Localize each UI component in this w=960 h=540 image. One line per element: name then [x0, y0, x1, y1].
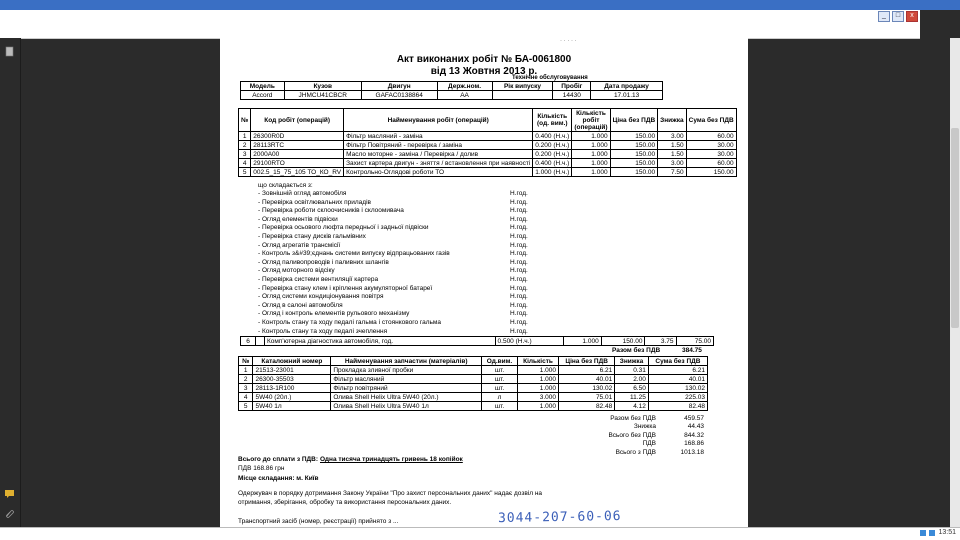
works-cell: 0.200 (Н.ч.): [533, 150, 572, 159]
sub-operation-unit: Н.год.: [510, 241, 528, 249]
parts-header-row: [239, 357, 708, 366]
works-cell: 26300R0D: [251, 132, 344, 141]
scrollbar-thumb[interactable]: [951, 128, 959, 328]
title-bar: [0, 0, 960, 10]
parts-row: [239, 393, 708, 402]
works-cell: Захист картера двигун - зняття / встановлення при наявності: [344, 159, 533, 168]
works-cell: 1.000: [564, 337, 601, 346]
parts-cell: л: [482, 393, 518, 402]
works-header-cell: Кількість (од. вим.): [533, 109, 572, 132]
sub-operation-item: - Огляд агрегатів трансмісії: [258, 241, 341, 249]
works-cell: 1.000: [572, 150, 610, 159]
works-cell: 6: [241, 337, 256, 346]
parts-cell: 5W40 1л: [253, 402, 331, 411]
parts-cell: 82.48: [559, 402, 615, 411]
works-cell: 150.00: [610, 150, 658, 159]
works-cell: 4: [239, 159, 251, 168]
works-cell: 2000A00: [251, 150, 344, 159]
works-cell: 1: [239, 132, 251, 141]
parts-cell: 21513-23001: [253, 366, 331, 375]
vehicle-header-cell: Двигун: [361, 82, 437, 91]
works-cell: 3: [239, 150, 251, 159]
vehicle-cell: 14430: [553, 91, 591, 100]
works-cell: 1.000 (Н.ч.): [533, 168, 572, 177]
sub-operation-item: - Перевірка роботи склоочисників і склоомивача: [258, 207, 404, 215]
works-cell: Фільтр масляний - заміна: [344, 132, 533, 141]
parts-cell: 6.21: [648, 366, 707, 375]
sub-operation-item: - Контроль стану та ходу педалі гальма і стоянкового гальма: [258, 319, 442, 326]
sub-operation-unit: Н.год.: [510, 301, 528, 309]
parts-cell: 0.31: [615, 366, 649, 375]
place-line: Місце складання: м. Київ: [238, 475, 319, 482]
vehicle-header-cell: Держ.ном.: [437, 82, 492, 91]
sub-operation-unit: Н.год.: [510, 224, 528, 232]
vehicle-value-row: [241, 91, 663, 100]
fax-header: · · · · ·: [560, 38, 577, 44]
works-header-cell: Кількість робіт (операцій): [572, 109, 610, 132]
parts-cell: 1.000: [517, 384, 558, 393]
parts-cell: 75.01: [559, 393, 615, 402]
sub-operation-item: - Перевірка осьового люфта передньої і задньої підвіски: [258, 224, 429, 232]
works-row: [239, 150, 737, 159]
vehicle-header-cell: Рік випуску: [492, 82, 553, 91]
sub-operation-unit: Н.год.: [510, 258, 528, 266]
sub-operation-item: - Огляд в салоні автомобіля: [258, 301, 343, 309]
vehicle-cell: GAFAC0138864: [361, 91, 437, 100]
works-cell: 002.5_15_75_105 ТО_КО_RV: [251, 168, 344, 177]
works-row: [239, 132, 737, 141]
works-total-value: 384.75: [682, 347, 702, 354]
vehicle-header-cell: Дата продажу: [591, 82, 663, 91]
works-cell: 0.400 (Н.ч.): [533, 132, 572, 141]
parts-row: [239, 366, 708, 375]
works-table: [238, 108, 737, 177]
parts-row: [239, 384, 708, 393]
parts-cell: Прокладка зливної пробки: [331, 366, 482, 375]
sub-operation-unit: Н.год.: [510, 190, 528, 197]
summary-row: [550, 449, 704, 457]
parts-header-cell: Знижка: [615, 357, 649, 366]
sub-operations-intro: що складається з:: [258, 182, 313, 189]
summary-value: 844.32: [684, 431, 704, 439]
parts-cell: Олива Shell Helix Ultra 5W40 (20л.): [331, 393, 482, 402]
parts-cell: шт.: [482, 375, 518, 384]
parts-cell: 40.01: [648, 375, 707, 384]
vertical-scrollbar[interactable]: [950, 38, 960, 528]
works-row: [239, 159, 737, 168]
stamp-number: 3044-207-60-06: [497, 508, 622, 527]
vehicle-header-row: [241, 82, 663, 91]
works-header-row: [239, 109, 737, 132]
sub-operation-unit: Н.год.: [510, 198, 528, 206]
works-cell: Фільтр Повітряний - перевірка / заміна: [344, 141, 533, 150]
parts-cell: 130.02: [648, 384, 707, 393]
works-cell: 1.50: [658, 150, 686, 159]
viewer-toolbar: [0, 10, 920, 39]
works-row: [241, 337, 714, 346]
sub-operation-item: - Зовнішній огляд автомобіля: [258, 190, 347, 197]
sub-operation-unit: Н.год.: [510, 276, 528, 283]
sub-operation-item: - Огляд і контроль елементів рульового механізму: [258, 310, 410, 318]
works-cell: 150.00: [601, 337, 645, 346]
works-cell: 1.000: [572, 168, 610, 177]
works-cell: 60.00: [686, 159, 736, 168]
sub-operation-unit: Н.год.: [510, 319, 528, 326]
summary-label: Всього з ПДВ: [615, 448, 656, 456]
vehicle-cell: [492, 91, 553, 100]
summary-label: Всього без ПДВ: [608, 431, 656, 439]
works-cell: 60.00: [686, 132, 736, 141]
system-tray: [920, 529, 956, 536]
parts-header-cell: Ціна без ПДВ: [559, 357, 615, 366]
summary-label: ПДВ: [642, 440, 656, 448]
summary-row: [550, 432, 704, 440]
vehicle-cell: AA: [437, 91, 492, 100]
works-cell: 150.00: [610, 159, 658, 168]
parts-cell: 3: [239, 384, 253, 393]
parts-cell: 4: [239, 393, 253, 402]
summary-row: [550, 415, 704, 423]
vehicle-cell: 17.01.13: [591, 91, 663, 100]
document-title: Акт виконаних робіт № БА-0061800: [396, 54, 572, 65]
parts-cell: 1: [239, 366, 253, 375]
parts-header-cell: Од.вим.: [482, 357, 518, 366]
parts-cell: 130.02: [559, 384, 615, 393]
works-cell: 150.00: [686, 168, 736, 177]
sub-operation-unit: Н.год.: [510, 207, 528, 215]
parts-cell: 11.25: [615, 393, 649, 402]
parts-cell: 5W40 (20л.): [253, 393, 331, 402]
sub-operation-item: - Перевірка освітлювальних приладів: [258, 198, 371, 206]
totals-summary: [550, 415, 704, 457]
summary-label: Знижка: [633, 423, 656, 431]
works-cell: 150.00: [610, 132, 658, 141]
parts-cell: 3.000: [517, 393, 558, 402]
parts-cell: 2.00: [615, 375, 649, 384]
summary-value: 168.86: [684, 440, 704, 448]
works-cell: 2: [239, 141, 251, 150]
close-button[interactable]: x: [906, 11, 918, 22]
sub-operation-item: - Контроль з&#39;єднань системи випуску відпрацьованих газів: [258, 250, 450, 258]
works-cell: Комп'ютерна діагностика автомобіля, год.: [264, 337, 495, 346]
sub-operation-unit: Н.год.: [510, 215, 528, 223]
summary-row: [550, 423, 704, 431]
sub-operation-item: - Огляд моторного відсіку: [258, 267, 335, 275]
works-cell: 5: [239, 168, 251, 177]
parts-cell: шт.: [482, 366, 518, 375]
works-cell: [256, 337, 265, 346]
total-to-pay-label: Всього до сплати з ПДВ:: [238, 456, 319, 463]
parts-cell: 28113-1R100: [253, 384, 331, 393]
works-cell: 7.50: [658, 168, 686, 177]
parts-header-cell: Каталожний номер: [253, 357, 331, 366]
parts-cell: шт.: [482, 384, 518, 393]
parts-cell: 1.000: [517, 375, 558, 384]
attachment-icon[interactable]: [4, 508, 15, 519]
works-cell: 1.000: [572, 159, 610, 168]
sub-operation-item: - Перевірка стану дисків гальмівних: [258, 233, 366, 240]
vat-line: ПДВ 168.86 грн: [238, 465, 285, 472]
parts-row: [239, 402, 708, 411]
parts-header-cell: Сума без ПДВ: [648, 357, 707, 366]
vehicle-header-cell: Модель: [241, 82, 285, 91]
parts-cell: 2: [239, 375, 253, 384]
vehicle-table: [240, 81, 663, 100]
parts-cell: Фільтр повітряний: [331, 384, 482, 393]
summary-value: 1013.18: [680, 448, 704, 456]
parts-cell: 6.50: [615, 384, 649, 393]
privacy-consent-text: Одержувач в порядку дотримання Закону України "Про захист персональних даних" надає дозвіл на отримання, зберігання, обробку та використання персональних даних.: [238, 490, 543, 506]
minimize-button[interactable]: _: [878, 11, 890, 22]
window-controls: [876, 10, 920, 24]
parts-cell: 26300-35503: [253, 375, 331, 384]
works-cell: 3.00: [658, 132, 686, 141]
works-header-cell: №: [239, 109, 251, 132]
vehicle-header-cell: Кузов: [284, 82, 361, 91]
summary-value: 44.43: [687, 423, 704, 431]
works-cell: 0.400 (Н.ч.): [533, 159, 572, 168]
works-cell: 30.00: [686, 141, 736, 150]
parts-cell: 6.21: [559, 366, 615, 375]
works-row: [239, 141, 737, 150]
comment-icon[interactable]: [4, 488, 15, 499]
vehicle-header-cell: Пробіг: [553, 82, 591, 91]
tray-volume-icon[interactable]: [929, 530, 935, 536]
parts-cell: Фільтр масляний: [331, 375, 482, 384]
works-cell: 28113RTC: [251, 141, 344, 150]
tray-network-icon[interactable]: [920, 530, 926, 536]
summary-row: [550, 440, 704, 448]
sub-operation-item: - Огляд паливопроводів і паливних шлангів: [258, 258, 389, 266]
parts-table: [238, 356, 708, 411]
sub-operation-unit: Н.год.: [510, 327, 528, 335]
works-cell: 30.00: [686, 150, 736, 159]
works-header-cell: Найменування робіт (операцій): [344, 109, 533, 132]
works-cell: 1.50: [658, 141, 686, 150]
document-date: від 13 Жовтня 2013 р.: [430, 66, 538, 77]
sub-operation-unit: Н.год.: [510, 267, 528, 275]
works-extra-table: [240, 336, 714, 346]
footer-cut-text: Транспортний засіб (номер, реєстрації) прийнято з ...: [238, 518, 399, 525]
works-row: [239, 168, 737, 177]
taskbar: [0, 527, 960, 540]
parts-cell: 1.000: [517, 402, 558, 411]
parts-cell: Олива Shell Helix Ultra 5W40 1л: [331, 402, 482, 411]
maximize-button[interactable]: □: [892, 11, 904, 22]
summary-label: Разом без ПДВ: [610, 415, 656, 422]
works-header-cell: Код робіт (операцій): [251, 109, 344, 132]
parts-header-cell: №: [239, 357, 253, 366]
works-header-cell: Знижка: [658, 109, 686, 132]
works-total-label: Разом без ПДВ: [612, 347, 661, 354]
works-cell: 75.00: [676, 337, 713, 346]
works-cell: 3.75: [645, 337, 676, 346]
works-cell: 150.00: [610, 168, 658, 177]
works-header-cell: Сума без ПДВ: [686, 109, 736, 132]
vehicle-cell: JHMCU41CBCR: [284, 91, 361, 100]
document-page: [220, 38, 748, 528]
parts-cell: 82.48: [648, 402, 707, 411]
sub-operation-item: - Контроль стану та ходу педалі зчеплення: [258, 327, 388, 335]
sub-operation-unit: Н.год.: [510, 250, 528, 258]
tray-clock: 13:51: [938, 529, 956, 536]
sub-operation-unit: Н.год.: [510, 233, 528, 240]
parts-cell: 4.12: [615, 402, 649, 411]
works-cell: Контрольно-Оглядові роботи ТО: [344, 168, 533, 177]
works-cell: Масло моторне - заміна / Перевірка / долив: [344, 150, 533, 159]
sub-operation-item: - Огляд елементів підвіски: [258, 215, 338, 223]
works-cell: 0.200 (Н.ч.): [533, 141, 572, 150]
parts-cell: 5: [239, 402, 253, 411]
sub-operation-item: - Перевірка системи вентиляції картера: [258, 276, 379, 283]
total-to-pay-words: Одна тисяча тринадцять гривень 18 копійок: [320, 456, 463, 463]
left-navigation-panel: [0, 38, 21, 528]
works-cell: 1.000: [572, 132, 610, 141]
parts-cell: 225.03: [648, 393, 707, 402]
sub-operation-unit: Н.год.: [510, 284, 528, 292]
vehicle-table-caption: Технічне обслуговування: [512, 75, 588, 81]
parts-cell: 40.01: [559, 375, 615, 384]
parts-row: [239, 375, 708, 384]
parts-header-cell: Найменування запчастин (матеріалів): [331, 357, 482, 366]
works-cell: 29100RTO: [251, 159, 344, 168]
summary-value: 459.57: [684, 415, 704, 422]
works-header-cell: Ціна без ПДВ: [610, 109, 658, 132]
pages-icon[interactable]: [4, 46, 15, 57]
parts-cell: шт.: [482, 402, 518, 411]
parts-header-cell: Кількість: [517, 357, 558, 366]
parts-cell: 1.000: [517, 366, 558, 375]
works-cell: 3.00: [658, 159, 686, 168]
works-cell: 0.500 (Н.ч.): [495, 337, 564, 346]
sub-operation-item: - Огляд системи кондиціонування повітря: [258, 293, 384, 301]
works-cell: 1.000: [572, 141, 610, 150]
sub-operation-unit: Н.год.: [510, 293, 528, 301]
sub-operation-unit: Н.год.: [510, 310, 528, 318]
sub-operation-item: - Перевірка стану клем і кріплення акумуляторної батареї: [258, 284, 433, 292]
works-cell: 150.00: [610, 141, 658, 150]
vehicle-cell: Accord: [241, 91, 285, 100]
